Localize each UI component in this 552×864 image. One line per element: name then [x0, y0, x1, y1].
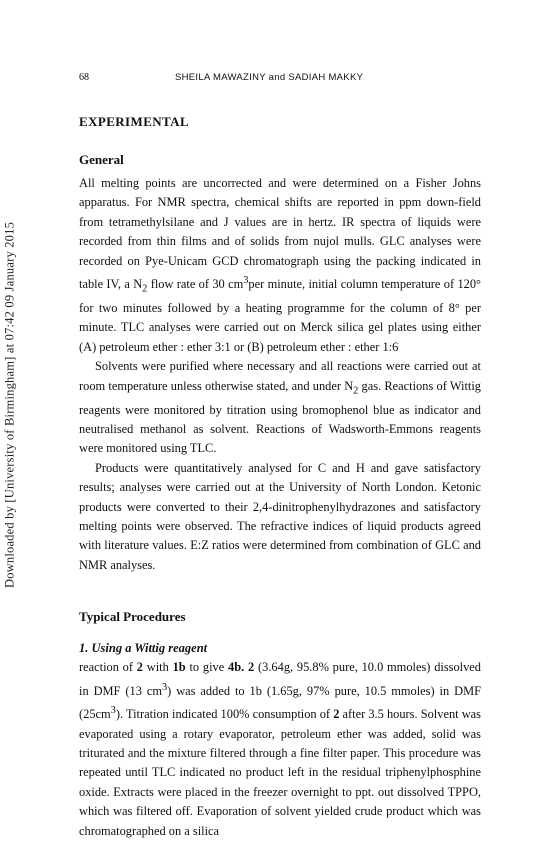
subscript-2: 2 — [353, 385, 359, 397]
subscript-2: 2 — [142, 283, 148, 295]
running-title: SHEILA MAWAZINY and SADIAH MAKKY — [175, 72, 364, 83]
procedure-1-heading: 1. Using a Wittig reagent — [79, 641, 208, 656]
paragraph-general-3: Products were quantitatively analysed for C and H and gave satisfactory results; analyses were carried out at the University of North London. Ketonic products were converted to their 2,4-dinitrophenylhydrazones and satisfactory melting points were observed. The refractive indices of liquid products agreed with literature values. E:Z ratios were determined from combination of GLC and NMR analyses. — [79, 460, 481, 572]
paper-page — [79, 70, 481, 841]
page-number: 68 — [79, 72, 89, 83]
subsection-typical-procedures-heading: Typical Procedures — [79, 609, 186, 625]
section-title: EXPERIMENTAL — [79, 114, 190, 129]
subsection-general-heading: General — [79, 152, 124, 167]
paragraph-general-1: All melting points are uncorrected and were determined on a Fisher Johns apparatus. For NMR spectra, chemical shifts are reported in ppm down-field from tetramethylsilane and J values are in hertz. IR spectra of liquids were recorded from thin films and of solids from nujol mulls. GLC analyses were recorded on Pye-Unicam GCD chromatograph using the packing indicated in table IV, a $N_2$ flow rate of 30 $cm^3per$ minute, initial column temperature of 120° for two minutes followed by a heating programme for the column of 8° per minute. TLC analyses were carried out on Merck silica gel plates using either (A) petroleum ether : ether 3:1 or (B) petroleum ether : ether 1:6 — [79, 176, 481, 354]
superscript-3: 3 — [243, 275, 249, 287]
download-notice-text: Downloaded by [University of Birmingham] at 07:42 09 January 2015 — [2, 221, 17, 589]
paragraph-general-2: Solvents were purified where necessary and all reactions were carried out at room temperature unless otherwise stated, and under $N_2$ gas. Reactions of Wittig reagents were monitored by titration using bromophenol blue as indicator and neutralised methanol as solvent. Reactions of Wadsworth-Emmons reagents were monitored using TLC. — [79, 359, 481, 456]
running-header — [79, 70, 481, 86]
paragraph-procedure-1: reaction of 2 with 1b to give 4b. 2 (3.64g, 95.8% pure, 10.0 mmoles) dissolved in DMF (13 $cm^3$) was added to 1b (1.65g, 97% pure, 10.5 mmoles) in DMF $(25cm^3)$. Titration indicated 100% consumption of 2 after 3.5 hours. Solvent was evaporated using a rotary evaporator, petroleum ether was added, solid was triturated and the mixture filtered through a fine filter paper. This procedure was repeated until TLC indicated no product left in the residual triphenylphosphine oxide. Extracts were placed in the freezer overnight to ppt. out dissolved TPPO, which was filtered off. Evaporation of solvent yielded crude product which was chromatographed on a silica — [79, 660, 481, 838]
